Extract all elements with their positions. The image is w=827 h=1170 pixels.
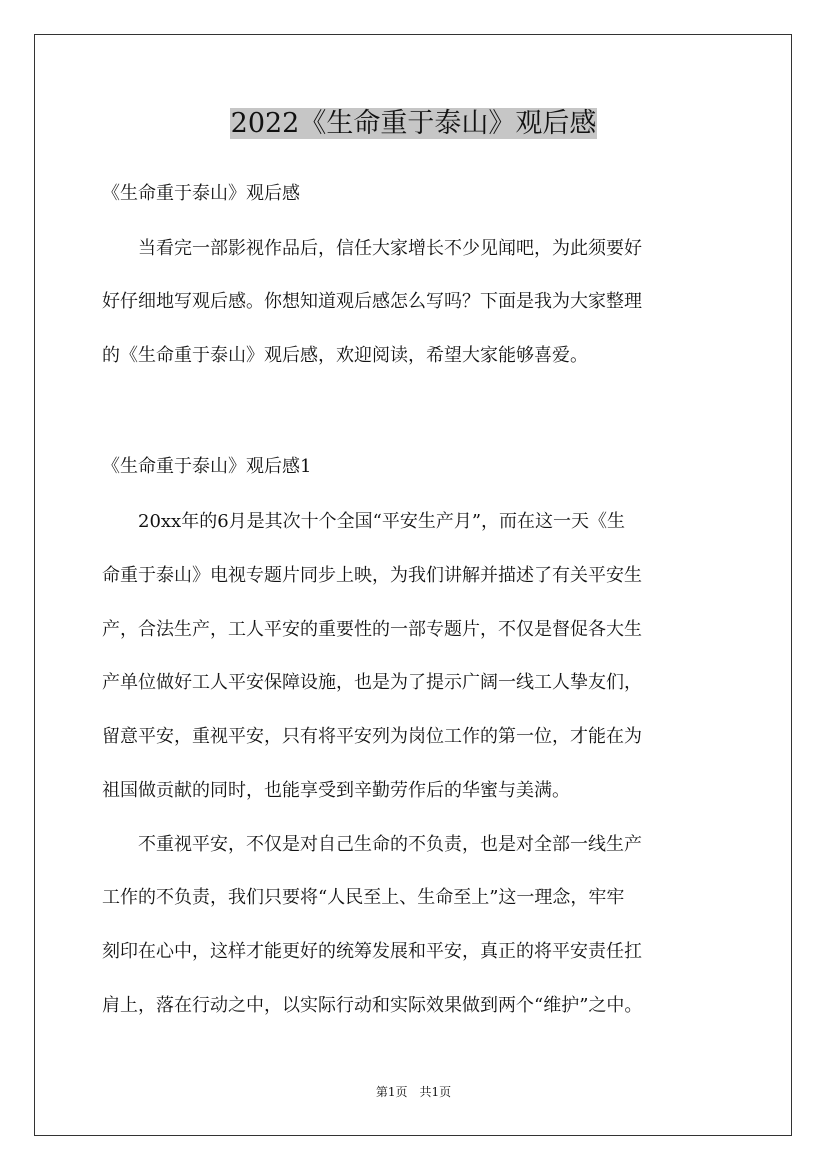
paragraph-line: 的《生命重于泰山》观后感，欢迎阅读，希望大家能够喜爱。 <box>102 345 588 366</box>
section-heading: 《生命重于泰山》观后感1 <box>102 456 312 477</box>
page-footer: 第1页 共1页 <box>375 1085 452 1099</box>
document-title: 2022《生命重于泰山》观后感 <box>230 108 597 139</box>
paragraph-line: 肩上，落在行动之中，以实际行动和实际效果做到两个“维护”之中。 <box>102 995 643 1016</box>
paragraph-line: 刻印在心中，这样才能更好的统筹发展和平安，真正的将平安责任扛 <box>102 941 642 962</box>
paragraph-line: 产单位做好工人平安保障设施，也是为了提示广阔一线工人挚友们， <box>102 672 642 693</box>
subtitle-line: 《生命重于泰山》观后感 <box>102 183 300 204</box>
paragraph-line: 当看完一部影视作品后，信任大家增长不少见闻吧，为此须要好 <box>102 238 642 259</box>
paragraph-line: 命重于泰山》电视专题片同步上映，为我们讲解并描述了有关平安生 <box>102 565 642 586</box>
paragraph-line: 好仔细地写观后感。你想知道观后感怎么写吗？下面是我为大家整理 <box>102 291 642 312</box>
paragraph-line: 祖国做贡献的同时，也能享受到辛勤劳作后的华蜜与美满。 <box>102 780 570 801</box>
paragraph-line: 工作的不负责，我们只要将“人民至上、生命至上”这一理念，牢牢 <box>102 887 625 908</box>
paragraph-line: 产，合法生产，工人平安的重要性的一部专题片，不仅是督促各大生 <box>102 619 642 640</box>
paragraph-line: 20xx年的6月是其次十个全国“平安生产月”，而在这一天《生 <box>102 511 626 532</box>
paragraph-line: 留意平安，重视平安，只有将平安列为岗位工作的第一位，才能在为 <box>102 726 642 747</box>
paragraph-line: 不重视平安，不仅是对自己生命的不负责，也是对全部一线生产 <box>102 834 642 855</box>
